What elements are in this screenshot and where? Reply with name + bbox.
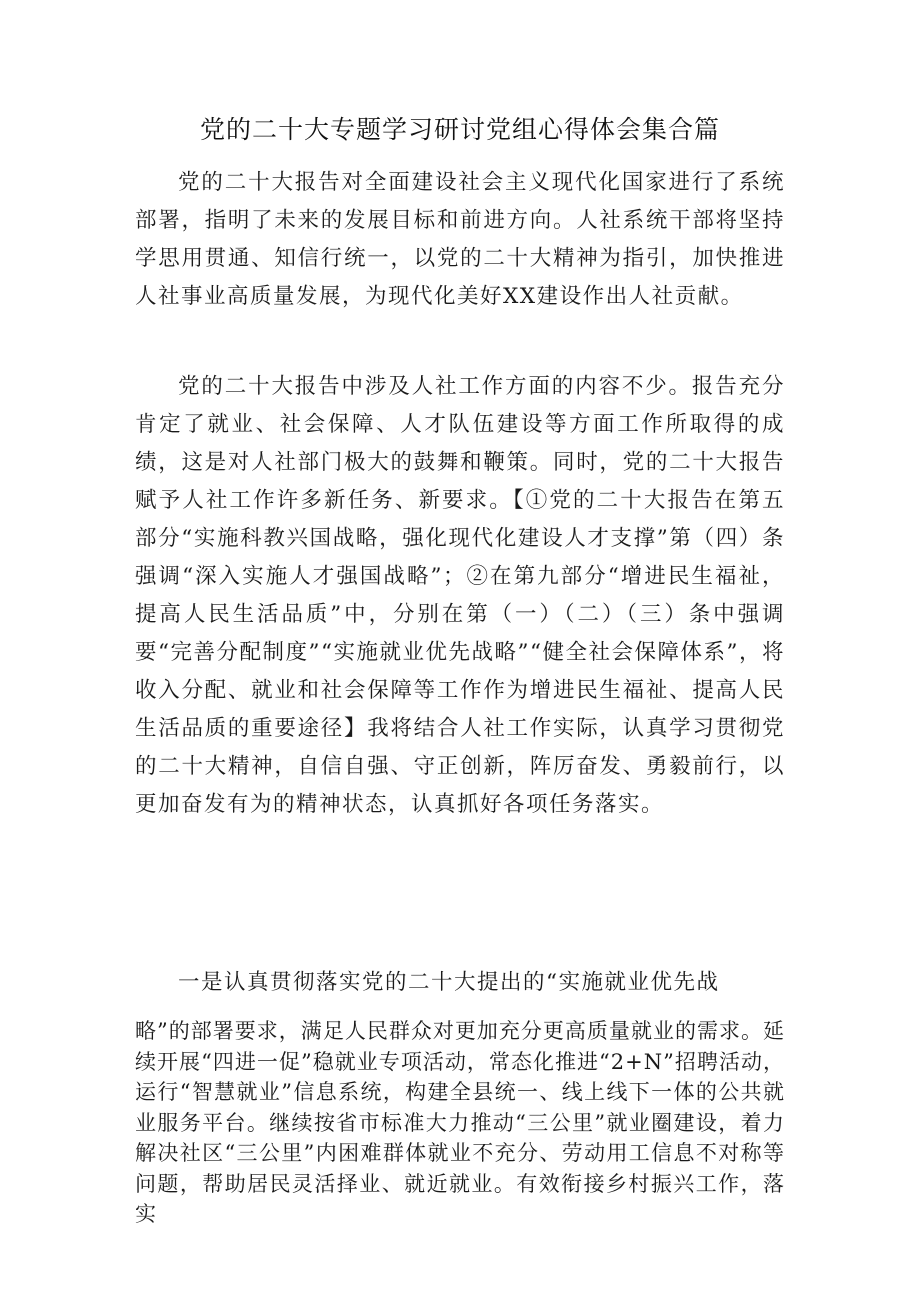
paragraph-employment-continued: 略”的部署要求，满足人民群众对更加充分更高质量就业的需求。延续开展“四进一促”稳就业专项活动，常态化推进“2+N”招聘活动，运行“智慧就业”信息系统，构建全县统一、线上线下一体的公共就业服务平台。继续按省市标准大力推动“三公里”就业圈建设，着力解决社区“三公里”内困难群体就业不充分、劳动用工信息不对称等问题，帮助居民灵活择业、就近就业。有效衔接乡村振兴工作，落实 [135, 1019, 785, 1226]
document-title: 党的二十大专题学习研讨党组心得体会集合篇 [199, 115, 720, 144]
paragraph-employment-first-line: 一是认真贯彻落实党的二十大提出的“实施就业优先战 [178, 970, 720, 995]
paragraph-intro: 党的二十大报告对全面建设社会主义现代化国家进行了系统部署，指明了未来的发展目标和前进方向。人社系统干部将坚持学思用贯通、知信行统一，以党的二十大精神为指引，加快推进人社事业高质量发展，为现代化美好XX建设作出人社贡献。 [135, 170, 785, 309]
paragraph-report-content: 党的二十大报告中涉及人社工作方面的内容不少。报告充分肯定了就业、社会保障、人才队伍建设等方面工作所取得的成绩，这是对人社部门极大的鼓舞和鞭策。同时，党的二十大报告赋予人社工作许多新任务、新要求。【①党的二十大报告在第五部分“实施科教兴国战略，强化现代化建设人才支撑”第（四）条强调“深入实施人才强国战略”；②在第九部分“增进民生福祉，提高人民生活品质”中，分别在第（一）（二）（三）条中强调要“完善分配制度”“实施就业优先战略”“健全社会保障体系”，将收入分配、就业和社会保障等工作作为增进民生福祉、提高人民生活品质的重要途径】我将结合人社工作实际，认真学习贯彻党的二十大精神，自信自强、守正创新，阵厉奋发、勇毅前行，以更加奋发有为的精神状态，认真抓好各项任务落实。 [135, 374, 785, 817]
